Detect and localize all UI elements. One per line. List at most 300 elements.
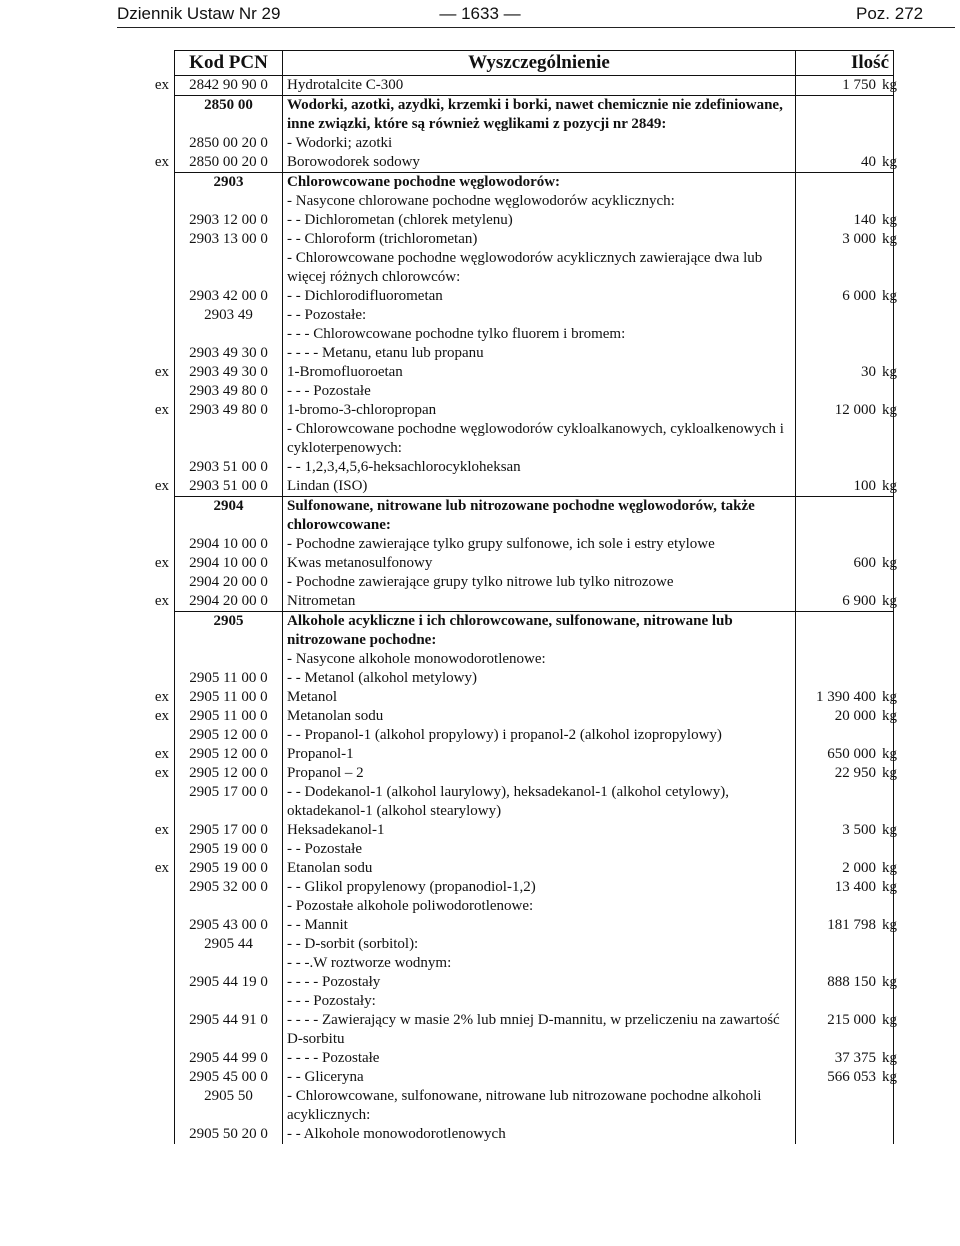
row-code (175, 306, 283, 325)
row-code-text: 2842 90 90 0 (189, 77, 268, 93)
row-description-text: Kwas metanosulfonowy (287, 555, 433, 571)
row-mark (118, 592, 175, 612)
row-quantity-value: 650 000 (827, 746, 876, 762)
row-mark-text: ex (154, 765, 169, 781)
row-description-text: - - -.W roztworze wodnym: (287, 955, 452, 971)
row-code-text: 2903 (213, 174, 244, 190)
row-code-text: 2903 51 00 0 (189, 459, 268, 475)
row-quantity (796, 973, 897, 992)
row-quantity (796, 230, 897, 249)
row-code (175, 1087, 283, 1125)
row-code (175, 916, 283, 935)
row-mark (118, 859, 175, 878)
row-mark (118, 821, 175, 840)
row-description-text: - - Alkohole monowodorotlenowych (287, 1126, 506, 1142)
row-mark (118, 669, 175, 688)
row-description-text: - Chlorowcowane, sulfonowane, nitrowane lub nitrozowane pochodne alkoholi acyklicznych: (287, 1088, 762, 1123)
row-description-text: 1-Bromofluoroetan (287, 364, 403, 380)
row-quantity (796, 573, 894, 592)
row-quantity-value: 600 (853, 555, 876, 571)
table-row (118, 287, 894, 306)
row-mark (118, 1068, 175, 1087)
row-quantity (796, 954, 894, 973)
row-mark (118, 230, 175, 249)
row-quantity-value: 37 375 (834, 1050, 876, 1066)
row-mark (118, 573, 175, 592)
table-row (118, 726, 894, 745)
row-quantity (796, 650, 894, 669)
row-quantity (796, 134, 894, 153)
row-code-text: 2905 12 00 0 (189, 765, 268, 781)
row-quantity-unit: kg (882, 860, 897, 876)
row-quantity-value: 888 150 (827, 974, 876, 990)
row-code (175, 153, 283, 173)
row-description (283, 916, 796, 935)
row-quantity (796, 916, 897, 935)
row-quantity-value: 181 798 (827, 917, 876, 933)
header-description: Wyszczególnienie (283, 51, 796, 76)
row-mark (118, 1087, 175, 1125)
row-description (283, 1087, 796, 1125)
row-mark-text: ex (154, 402, 169, 418)
row-description-text: Alkohole acykliczne i ich chlorowcowane, sulfonowane, nitrowane lub nitrozowane pochodne: (287, 613, 733, 648)
row-mark (118, 973, 175, 992)
row-description (283, 840, 796, 859)
row-description (283, 153, 796, 173)
row-quantity-unit: kg (882, 364, 897, 380)
row-description (283, 1049, 796, 1068)
row-description (283, 306, 796, 325)
row-quantity-unit: kg (882, 231, 897, 247)
row-code (175, 96, 283, 135)
row-code-text: 2905 11 00 0 (189, 708, 268, 724)
row-quantity-unit: kg (882, 879, 897, 895)
row-quantity (796, 897, 894, 916)
table-row (118, 249, 894, 287)
table-row (118, 669, 894, 688)
row-description-text: - - Propanol-1 (alkohol propylowy) i propanol-2 (alkohol izopropylowy) (287, 727, 722, 743)
row-quantity-value: 1 390 400 (816, 689, 876, 705)
row-code (175, 859, 283, 878)
row-code-text: 2905 32 00 0 (189, 879, 268, 895)
row-description-text: - Nasycone chlorowane pochodne węglowodorów acyklicznych: (287, 193, 675, 209)
table-row (118, 707, 894, 726)
row-mark (118, 76, 175, 96)
row-description-text: Wodorki, azotki, azydki, krzemki i borki, nawet chemicznie nie zdefiniowane, inne związki, które są również węglikami z pozycji nr 2849: (287, 97, 783, 132)
row-quantity-unit: kg (882, 478, 897, 494)
row-code-text: 2903 49 30 0 (189, 345, 268, 361)
table-row (118, 821, 894, 840)
row-quantity (796, 688, 897, 707)
row-description-text: - - Chloroform (trichlorometan) (287, 231, 478, 247)
table-row (118, 1049, 894, 1068)
table-row (118, 897, 894, 916)
row-code-text: 2904 20 00 0 (189, 593, 268, 609)
row-description (283, 821, 796, 840)
row-description-text: - - Gliceryna (287, 1069, 364, 1085)
table-row (118, 344, 894, 363)
row-code-text: 2903 49 80 0 (189, 402, 268, 418)
row-description (283, 134, 796, 153)
row-description-text: Nitrometan (287, 593, 356, 609)
row-code-text: 2903 42 00 0 (189, 288, 268, 304)
page-header (0, 0, 960, 28)
row-quantity-value: 3 500 (842, 822, 876, 838)
row-code (175, 688, 283, 707)
row-quantity-value: 3 000 (842, 231, 876, 247)
row-code (175, 707, 283, 726)
row-description-text: Metanol (287, 689, 337, 705)
row-description (283, 96, 796, 135)
row-description (283, 897, 796, 916)
row-description (283, 612, 796, 651)
row-mark-text: ex (154, 860, 169, 876)
table-body (118, 76, 897, 1145)
row-description (283, 458, 796, 477)
row-description (283, 363, 796, 382)
row-code-text: 2905 19 00 0 (189, 841, 268, 857)
table-row (118, 153, 894, 173)
row-code (175, 192, 283, 211)
row-description-text: - Nasycone alkohole monowodorotlenowe: (287, 651, 546, 667)
row-quantity-value: 6 000 (842, 288, 876, 304)
row-description-text: Heksadekanol-1 (287, 822, 385, 838)
row-quantity (796, 76, 897, 96)
table-row (118, 134, 894, 153)
table-row (118, 612, 894, 651)
row-code-text: 2905 19 00 0 (189, 860, 268, 876)
row-mark (118, 688, 175, 707)
row-quantity (796, 173, 894, 193)
row-quantity-unit: kg (882, 77, 897, 93)
row-code (175, 230, 283, 249)
row-code (175, 554, 283, 573)
row-description (283, 954, 796, 973)
row-code-text: 2903 49 80 0 (189, 383, 268, 399)
row-quantity (796, 211, 897, 230)
table-row (118, 477, 894, 497)
row-description (283, 477, 796, 497)
row-mark (118, 1049, 175, 1068)
row-mark (118, 935, 175, 954)
row-quantity-unit: kg (882, 1012, 897, 1028)
row-code (175, 840, 283, 859)
row-quantity (796, 287, 897, 306)
row-quantity (796, 878, 897, 897)
row-description-text: - - - - Zawierający w masie 2% lub mniej D-mannitu, w przeliczeniu na zawartość D-sorbitu (287, 1012, 780, 1047)
row-quantity (796, 1125, 894, 1144)
row-quantity-unit: kg (882, 593, 897, 609)
row-quantity-unit: kg (882, 765, 897, 781)
table-row (118, 573, 894, 592)
row-description-text: - - - Chlorowcowane pochodne tylko fluorem i bromem: (287, 326, 626, 342)
row-description-text: - - - Pozostałe (287, 383, 371, 399)
row-quantity (796, 783, 894, 821)
row-mark-text: ex (154, 154, 169, 170)
row-description-text: - - Pozostałe: (287, 307, 367, 323)
row-mark (118, 192, 175, 211)
row-description-text: Propanol-1 (287, 746, 354, 762)
row-description-text: - - - Pozostały: (287, 993, 376, 1009)
row-mark (118, 897, 175, 916)
row-quantity (796, 344, 894, 363)
row-mark (118, 458, 175, 477)
row-code (175, 897, 283, 916)
row-code (175, 650, 283, 669)
row-quantity (796, 306, 894, 325)
table-row (118, 211, 894, 230)
row-quantity (796, 821, 897, 840)
row-code (175, 992, 283, 1011)
row-mark (118, 783, 175, 821)
row-quantity (796, 382, 894, 401)
row-description-text: - - Dichlorodifluorometan (287, 288, 443, 304)
row-quantity (796, 363, 897, 382)
row-quantity-unit: kg (882, 822, 897, 838)
row-description (283, 287, 796, 306)
row-description (283, 325, 796, 344)
row-description-text: - - - - Metanu, etanu lub propanu (287, 345, 484, 361)
table-header-row (118, 51, 894, 76)
row-description (283, 211, 796, 230)
row-quantity (796, 535, 894, 554)
row-mark-text: ex (154, 822, 169, 838)
row-code-text: 2905 50 (204, 1088, 253, 1104)
page-number: — 1633 — (439, 4, 521, 23)
table-row (118, 650, 894, 669)
table-row (118, 840, 894, 859)
row-code (175, 612, 283, 651)
row-quantity-unit: kg (882, 974, 897, 990)
row-mark (118, 211, 175, 230)
row-code (175, 745, 283, 764)
table-row (118, 420, 894, 458)
header-quantity: Ilość (796, 51, 894, 76)
row-description (283, 554, 796, 573)
journal-title: Dziennik Ustaw Nr 29 (117, 4, 281, 23)
row-mark (118, 707, 175, 726)
table-row (118, 1125, 894, 1144)
row-code-text: 2903 12 00 0 (189, 212, 268, 228)
row-quantity (796, 992, 894, 1011)
row-quantity-unit: kg (882, 1050, 897, 1066)
row-code (175, 1011, 283, 1049)
row-description (283, 707, 796, 726)
row-code (175, 211, 283, 230)
row-quantity-unit: kg (882, 746, 897, 762)
row-description (283, 935, 796, 954)
row-quantity (796, 192, 894, 211)
table-row (118, 96, 894, 135)
table-row (118, 783, 894, 821)
row-description (283, 420, 796, 458)
header-rule (117, 27, 955, 28)
row-description-text: - - Metanol (alkohol metylowy) (287, 670, 477, 686)
row-description-text: - Pozostałe alkohole poliwodorotlenowe: (287, 898, 534, 914)
row-code-text: 2904 (213, 498, 244, 514)
row-mark (118, 249, 175, 287)
row-mark (118, 535, 175, 554)
row-description-text: Hydrotalcite C-300 (287, 77, 404, 93)
row-mark (118, 1011, 175, 1049)
row-description (283, 688, 796, 707)
row-quantity (796, 477, 897, 497)
row-mark-text: ex (154, 364, 169, 380)
row-description (283, 497, 796, 536)
row-quantity (796, 669, 894, 688)
row-mark (118, 650, 175, 669)
row-mark (118, 916, 175, 935)
row-description-text: - - Dodekanol-1 (alkohol laurylowy), heksadekanol-1 (alkohol cetylowy), oktadekanol-1 (alkohol stearylowy) (287, 784, 729, 819)
row-quantity-unit: kg (882, 917, 897, 933)
row-mark-text: ex (154, 478, 169, 494)
table-row (118, 935, 894, 954)
row-quantity-value: 215 000 (827, 1012, 876, 1028)
row-quantity (796, 859, 897, 878)
row-code-text: 2905 12 00 0 (189, 727, 268, 743)
row-mark-text: ex (154, 76, 169, 93)
header-code: Kod PCN (175, 51, 283, 76)
header-mark-cell (118, 51, 175, 76)
row-mark (118, 840, 175, 859)
table-row (118, 992, 894, 1011)
row-code-text: 2905 12 00 0 (189, 746, 268, 762)
row-code-text: 2903 13 00 0 (189, 231, 268, 247)
row-quantity-value: 100 (853, 478, 876, 494)
table-row (118, 76, 894, 96)
row-code (175, 669, 283, 688)
row-description (283, 650, 796, 669)
row-quantity-unit: kg (882, 212, 897, 228)
row-code (175, 401, 283, 420)
row-description (283, 573, 796, 592)
row-description (283, 745, 796, 764)
row-code-text: 2905 50 20 0 (189, 1126, 268, 1142)
row-quantity-unit: kg (882, 402, 897, 418)
row-quantity (796, 554, 897, 573)
row-code (175, 173, 283, 193)
row-description (283, 230, 796, 249)
table-row (118, 192, 894, 211)
row-code-text: 2904 10 00 0 (189, 555, 268, 571)
row-description (283, 1068, 796, 1087)
row-mark (118, 954, 175, 973)
row-quantity-unit: kg (882, 1069, 897, 1085)
row-quantity-unit: kg (882, 555, 897, 571)
table-row (118, 1068, 894, 1087)
row-code (175, 344, 283, 363)
row-mark (118, 477, 175, 497)
row-code (175, 726, 283, 745)
row-mark (118, 363, 175, 382)
row-description-text: - - Dichlorometan (chlorek metylenu) (287, 212, 513, 228)
row-code-text: 2905 45 00 0 (189, 1069, 268, 1085)
row-code-text: 2905 11 00 0 (189, 670, 268, 686)
table-row (118, 1011, 894, 1049)
row-mark (118, 612, 175, 651)
row-code (175, 1125, 283, 1144)
row-mark (118, 764, 175, 783)
row-quantity-value: 22 950 (834, 765, 876, 781)
row-code (175, 783, 283, 821)
row-mark (118, 497, 175, 536)
row-quantity (796, 764, 897, 783)
row-code-text: 2903 49 30 0 (189, 364, 268, 380)
row-code-text: 2905 (213, 613, 244, 629)
row-mark (118, 134, 175, 153)
row-mark (118, 382, 175, 401)
row-description (283, 1011, 796, 1049)
row-quantity (796, 707, 897, 726)
table-row (118, 363, 894, 382)
row-mark (118, 554, 175, 573)
row-code-text: 2904 10 00 0 (189, 536, 268, 552)
row-description-text: Chlorowcowane pochodne węglowodorów: (287, 174, 561, 190)
row-code (175, 325, 283, 344)
row-quantity-value: 30 (861, 364, 876, 380)
row-description (283, 669, 796, 688)
row-quantity (796, 935, 894, 954)
row-quantity-unit: kg (882, 689, 897, 705)
row-mark (118, 287, 175, 306)
row-description (283, 76, 796, 96)
row-mark (118, 96, 175, 135)
position-number: Poz. 272 (856, 4, 924, 23)
row-code-text: 2905 44 (204, 936, 253, 952)
row-quantity (796, 592, 897, 612)
row-code (175, 497, 283, 536)
row-code-text: 2850 00 (204, 97, 253, 113)
row-code (175, 477, 283, 497)
row-description (283, 401, 796, 420)
row-code-text: 2905 11 00 0 (189, 689, 268, 705)
table-row (118, 688, 894, 707)
row-mark-text: ex (154, 593, 169, 609)
row-code-text: 2904 20 00 0 (189, 574, 268, 590)
row-description (283, 1125, 796, 1144)
table-row (118, 592, 894, 612)
row-description-text: - - 1,2,3,4,5,6-heksachlorocykloheksan (287, 459, 521, 475)
row-description (283, 992, 796, 1011)
row-description-text: - Wodorki; azotki (287, 135, 393, 151)
row-description (283, 173, 796, 193)
table-row (118, 173, 894, 193)
row-description-text: Propanol – 2 (287, 765, 364, 781)
row-quantity-value: 40 (861, 154, 876, 170)
row-code (175, 1049, 283, 1068)
row-description-text: Etanolan sodu (287, 860, 373, 876)
row-quantity-value: 1 750 (842, 77, 876, 93)
row-quantity (796, 96, 894, 135)
row-code (175, 592, 283, 612)
row-quantity (796, 497, 894, 536)
row-mark (118, 153, 175, 173)
row-mark-text: ex (154, 746, 169, 762)
table-row (118, 554, 894, 573)
row-quantity (796, 1011, 897, 1049)
row-description (283, 344, 796, 363)
table-row (118, 306, 894, 325)
row-description-text: - - Glikol propylenowy (propanodiol-1,2) (287, 879, 536, 895)
row-mark (118, 344, 175, 363)
row-description-text: - - - - Pozostałe (287, 1050, 380, 1066)
row-code (175, 535, 283, 554)
row-quantity (796, 726, 894, 745)
row-description (283, 878, 796, 897)
row-description (283, 783, 796, 821)
row-description (283, 249, 796, 287)
row-mark-text: ex (154, 708, 169, 724)
